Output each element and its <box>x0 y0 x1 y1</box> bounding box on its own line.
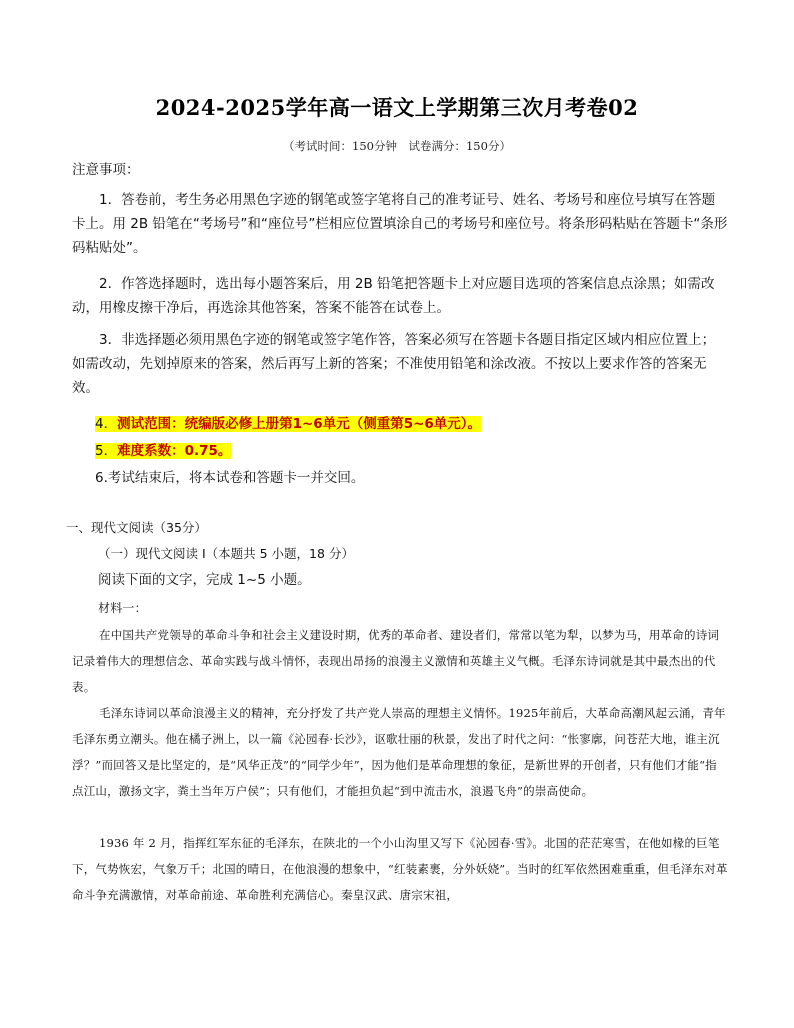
passage-paragraph: 毛泽东诗词以革命浪漫主义的精神，充分抒发了共产党人崇高的理想主义情怀。1925年前后，大革命高潮风起云涌，青年毛泽东勇立潮头。他在橘子洲上，以一篇《沁园春·长沙》，讴歌壮丽的秋景，发出了时代之问：“怅寥廓，问苍茫大地，谁主沉浮？”而回答又是比坚定的，是“风华正茂”的“同学少年”，因为他们是革命理想的象征，是新世界的开创者，只有他们才能“指点江山，激扬文字，粪土当年万户侯”；只有他们，才能担负起“到中流击水，浪遏飞舟”的崇高使命。 <box>72 706 726 798</box>
note-4-number: 4． <box>95 416 118 432</box>
note-5-number: 5． <box>95 443 118 459</box>
note-1: 1．答卷前，考生务必用黑色字迹的钢笔或签字笔将自己的准考证号、姓名、考场号和座位号填写在答题卡上。用 2B 铅笔在“考场号”和“座位号”栏相应位置填涂自己的考场号和座位号。将条形码粘贴在答题卡“条形码粘贴处”。 <box>72 192 728 256</box>
subsection-heading: （一）现代文阅读 I（本题共 5 小题，18 分） <box>98 546 354 561</box>
material-label: 材料一： <box>98 601 147 615</box>
passage-paragraph: 在中国共产党领导的革命斗争和社会主义建设时期，优秀的革命者、建设者们，常常以笔为犁，以梦为马，用革命的诗词记录着伟大的理想信念、革命实践与战斗情怀，表现出昂扬的浪漫主义激情和英雄主义气概。毛泽东诗词就是其中最杰出的代表。 <box>72 628 720 694</box>
note-4-text: 测试范围：统编版必修上册第1~6单元（侧重第5~6单元）。 <box>117 416 482 432</box>
note-3: 3．非选择题必须用黑色字迹的钢笔或签字笔作答，答案必须写在答题卡各题目指定区域内相应位置上；如需改动，先划掉原来的答案，然后再写上新的答案；不准使用铅笔和涂改液。不按以上要求作答的答案无效。 <box>72 332 716 396</box>
section-heading: 一、现代文阅读（35分） <box>66 520 207 535</box>
exam-title: 2024-2025学年高一语文上学期第三次月考卷02 <box>155 95 639 120</box>
notes-heading: 注意事项： <box>72 162 140 178</box>
note-6: 6.考试结束后，将本试卷和答题卡一并交回。 <box>95 470 365 486</box>
note-5 <box>95 439 728 463</box>
exam-subtitle: （考试时间：150分钟 试卷满分：150分） <box>283 139 511 153</box>
note-5-text: 难度系数：0.75。 <box>117 443 232 459</box>
reading-instruction: 阅读下面的文字，完成 1~5 小题。 <box>98 572 311 588</box>
note-4 <box>95 412 728 436</box>
passage-paragraph: 1936 年 2 月，指挥红军东征的毛泽东，在陕北的一个小山沟里又写下《沁园春·雪》。北国的茫茫寒雪，在他如椽的巨笔下，气势恢宏，气象万千；北国的晴日，在他浪漫的想象中，“红装素裹，分外妖娆”。当时的红军依然困难重重，但毛泽东对革命斗争充满激情，对革命前途、革命胜利充满信心。秦皇汉武、唐宗宋祖， <box>72 836 728 902</box>
note-2: 2．作答选择题时，选出每小题答案后，用 2B 铅笔把答题卡上对应题目选项的答案信息点涂黑；如需改动，用橡皮擦干净后，再选涂其他答案，答案不能答在试卷上。 <box>72 276 715 316</box>
